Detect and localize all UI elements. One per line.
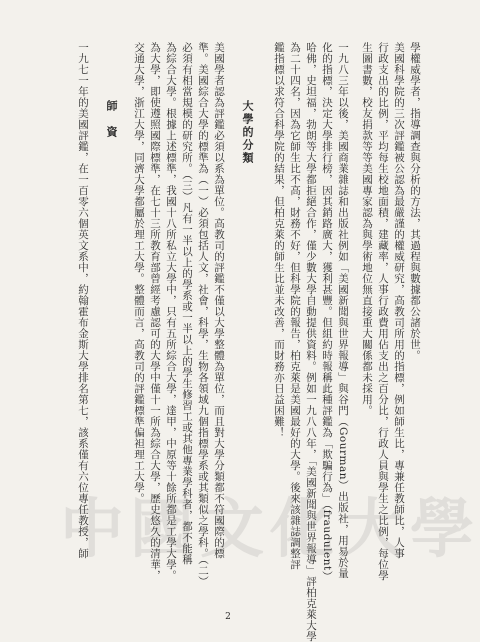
text-column: 準。美國綜合大學的標準為（一）必須包括人文，社會，科學，生物各領域九個指標學系或其類似之學科。（二） xyxy=(197,42,209,587)
text-column: 哈佛，史坦福，勃朗等大學都拒絕合作，僅少數大學自動提供資料。例如一九八八年，「美國新聞與世界報導」評柏克萊大學 xyxy=(305,42,317,642)
section-heading-faculty: 師 資 xyxy=(105,100,118,139)
text-column: 一九七一年的美國評鑑，在一百零六個英文系中，約翰霍布金斯大學排名第七，該系僅有六位專任教授，師 xyxy=(77,42,89,559)
text-column: 一九八三年以後，美國商業雜誌和出版社例如「美國新聞與世界報導」與谷門（Gourman）出版社，用易於量 xyxy=(337,42,349,579)
watermark-text: 中國文化大學 xyxy=(60,492,480,567)
text-column: 為綜合大學。根據上述標準，我國十八所私立大學中，只有五所綜合大學，達甲，中原等十餘所都是工學大學。 xyxy=(165,42,177,581)
page-number: 2 xyxy=(225,612,231,622)
text-column: 鑑指標以求符合科學院的結果，但柏克萊的師生比並未改善，而財務亦日益困難！ xyxy=(273,42,285,438)
text-column: 必須有相當規模的研究所。（三）凡有一半以上的學系或一半以上的學生修習工或其他專業學科者，都不能稱 xyxy=(181,42,193,565)
text-column: 為二十四名，因為它師生比不高，財務不好，但科學院的報告，柏克萊是美國最好的大學。後來該雜誌調整評 xyxy=(289,42,301,570)
text-column: 學權威學者，指導調查與分析的方法，其過程與數據都公諸於世。 xyxy=(409,42,421,361)
section-heading-classification: 大學的分類 xyxy=(241,100,254,165)
text-column: 行政支出的比例，平均每生校地面積，建藏率，人事行政費用佔支出之百分比，行政人員與學生之比例，每位學 xyxy=(377,42,389,581)
text-column: 美國科學院的三次評鑑被公認為最嚴謹的權威研究，高教司所用的指標，例如師生比，專兼任教師比，人事 xyxy=(393,42,405,559)
text-column: 為大學，即使遵照國際標準，在七十三所教育部曾經考慮認可的大學中僅十一所為綜合大學，歷史悠久的清華， xyxy=(149,42,161,581)
text-column: 化的指標，決定大學排行榜，因其銷路廣大，獲利甚豐。但組約時報稱此種評鑑為「欺騙行為」（fraudulent） xyxy=(321,42,333,582)
text-column: 生圖書數，校友捐款等等美國專家認為與學術地位無直接重大關係都未採用。 xyxy=(361,42,373,416)
text-column: 交通大學，浙江大學，同濟大學都屬於理工大學。整體而言，高教司的評鑑標準偏袒理工大學。 xyxy=(133,42,145,504)
text-column: 美國學者認為評鑑必須以系為單位。高教司的評鑑不僅以大學整體為單位，而且對大學分類都不符國際的標 xyxy=(213,42,225,559)
